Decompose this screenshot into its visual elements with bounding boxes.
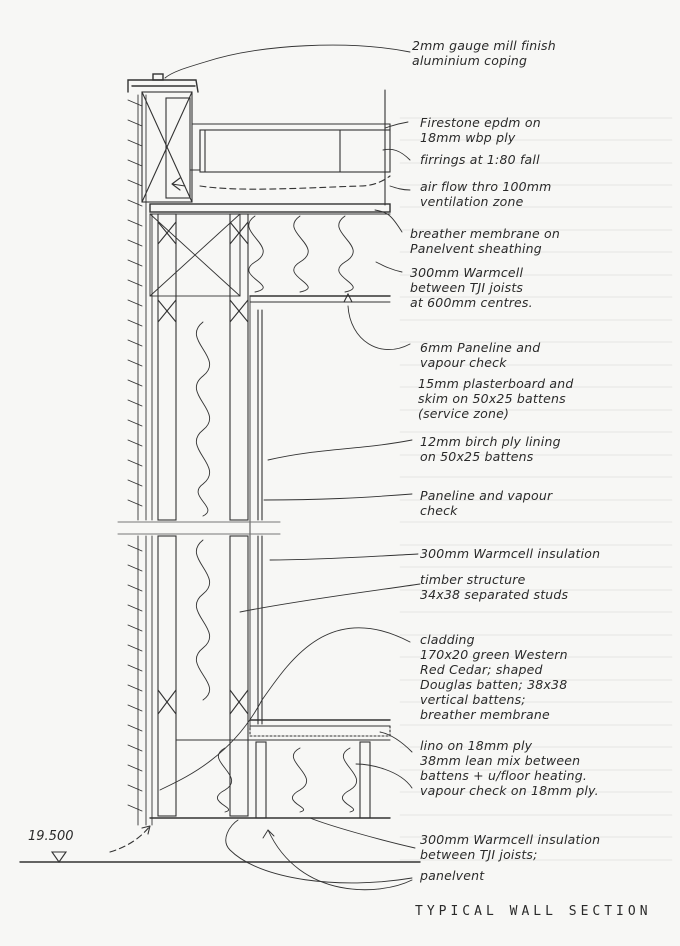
coping [128, 74, 198, 92]
wall-lower [158, 536, 262, 816]
roof-insulation [150, 214, 390, 730]
level-marker [20, 852, 420, 862]
annotation-warmcell-floor: 300mm Warmcell insulation between TJI joists; [420, 832, 601, 862]
annotation-airflow: air flow thro 100mm ventilation zone [420, 179, 552, 209]
annotation-warmcell-roof: 300mm Warmcell between TJI joists at 600mm centres. [410, 265, 533, 310]
annotation-timber-structure: timber structure 34x38 separated studs [420, 572, 569, 602]
annotation-firrings: firrings at 1:80 fall [420, 152, 540, 167]
annotation-cladding: cladding 170x20 green Western Red Cedar; shaped Douglas batten; 38x38 vertical battens; breather membrane [420, 632, 568, 722]
ceiling-marker [344, 294, 352, 302]
roof-structure [142, 90, 390, 214]
annotation-epdm: Firestone epdm on 18mm wbp ply [420, 115, 541, 145]
annotation-paneline-wall: Paneline and vapour check [420, 488, 553, 518]
floor-structure [150, 720, 390, 818]
annotation-paneline-ceiling: 6mm Paneline and vapour check [420, 340, 541, 370]
annotation-plasterboard: 15mm plasterboard and skim on 50x25 battens (service zone) [418, 376, 574, 421]
base-airflow-arrow [110, 826, 150, 852]
annotation-breather-roof: breather membrane on Panelvent sheathing [410, 226, 560, 256]
annotation-panelvent: panelvent [420, 868, 485, 883]
annotation-warmcell-wall: 300mm Warmcell insulation [420, 546, 601, 561]
drawing-title: TYPICAL WALL SECTION [415, 904, 652, 919]
annotation-coping: 2mm gauge mill finish aluminium coping [412, 38, 556, 68]
airflow-arrow [172, 176, 390, 190]
annotation-birch-ply: 12mm birch ply lining on 50x25 battens [420, 434, 561, 464]
level-label: 19.500 [28, 829, 74, 844]
break-line [118, 522, 280, 534]
annotation-floor: lino on 18mm ply 38mm lean mix between battens + u/floor heating. vapour check on 18mm ply. [420, 738, 599, 798]
cladding-boards [128, 95, 152, 825]
wall-upper [158, 214, 262, 520]
